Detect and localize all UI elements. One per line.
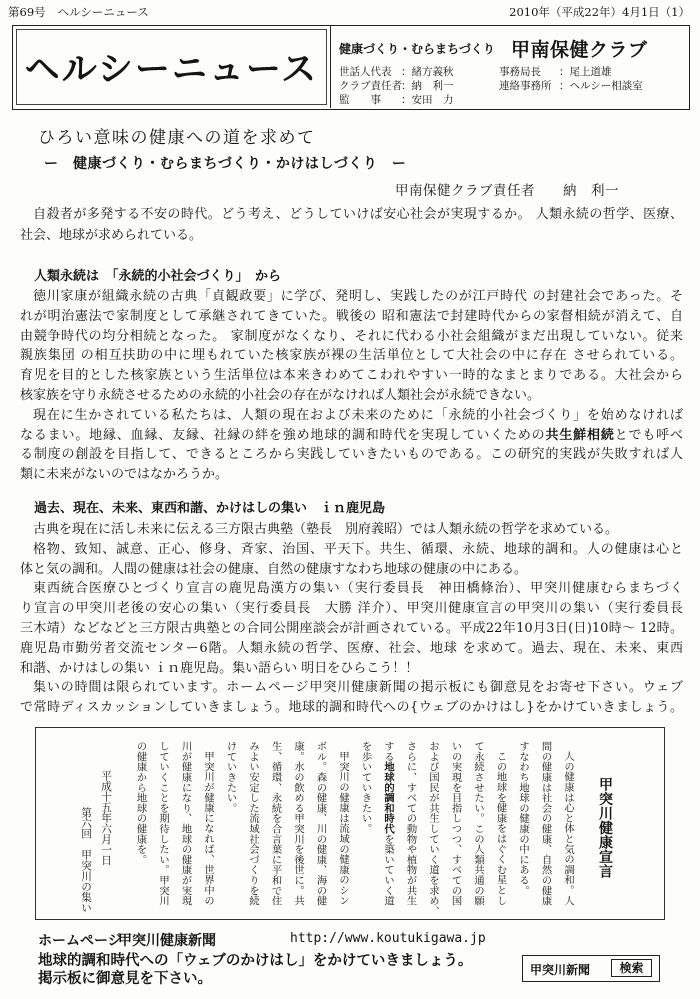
staff-role: クラブ責任者 [339, 80, 402, 92]
staff-role: 連絡事務所 [499, 80, 552, 92]
title-inner-frame [16, 29, 327, 105]
body-text-line [20, 426, 683, 446]
search-term: 甲突川新聞 [530, 963, 591, 977]
paper-name: 甲突川健康新聞 [118, 933, 216, 949]
body-text-line: 由競争時代の均分相続となった。 家制度がなくなり、それに代わる小社会組織がまだ出現していない。従来 [20, 328, 683, 344]
club-slogan: 健康づくり・むらまちづくり [339, 42, 495, 56]
search-button: 検索 [611, 959, 652, 977]
staff-role: 世話人代表 [339, 66, 392, 78]
body-text-line: 格物、致知、誠意、正心、修身、斉家、治国、平天下。共生、循環、永続、地球的調和。人の健康は心と [33, 541, 683, 557]
text-segment: を築いていく道 [382, 833, 394, 906]
declaration-line: 川が健康になり、地球の健康が実現 [179, 741, 192, 906]
emphasis-term: 共生鮮相続 [545, 427, 615, 443]
declaration-line: この地球を健康をはぐくむ星とし [494, 751, 507, 906]
body-text-line: 体と気の調和。人間の健康は社会の健康、自然の健康すなわち地球の健康の中にある。 [20, 561, 528, 577]
body-text-line: 和諧、かけはしの集い ｉｎ鹿児島。集い語らい 明日をひらこう！！ [20, 660, 419, 676]
staff-list-right [499, 65, 643, 93]
declaration-line: 甲突川の健康は流域の健康のシン [337, 751, 349, 906]
body-text-line: 社会、地球が求められている。 [20, 228, 203, 243]
body-text-line: 鹿児島市勤労者交流センター6階。人類永続の哲学、医療、社会、地球 を求めて。過去、現在、未来、東西 [20, 640, 683, 656]
masthead [8, 4, 690, 20]
body-text-line: 古典を現在に活し未来に伝える三方限古典塾（塾長 別府義昭）では人類永続の哲学を求めている。 [33, 522, 619, 537]
body-text-line: 徳川家康が組織永続の古典「貞観政要」に学び、発明し、実践したのが江戸時代 の封建社会であった。そ [33, 289, 683, 304]
club-name: 甲南保健クラブ [511, 39, 648, 61]
homepage-url: http://www.koutukigawa.jp [290, 931, 486, 946]
staff-role: 事務局長 [499, 66, 541, 78]
header-box [12, 25, 690, 110]
declaration-line: いの実現を目指しつつ、すべての国 [449, 741, 462, 906]
body-text-line: 現在に生かされている私たちは、人類の現在および未来のために「永続的小社会づくり」を始めなければ [33, 407, 683, 423]
declaration-line: 康。水の飲める甲突川を後世に。共 [292, 741, 304, 906]
declaration-text [40, 735, 619, 917]
declaration-line: けていきたい。 [224, 741, 237, 814]
article-title: ひろい意味の健康への道を求めて [38, 128, 316, 148]
declaration-line [377, 735, 400, 917]
declaration-date: 平成十五年六月一日 [100, 770, 112, 866]
staff-row [339, 79, 454, 93]
newsletter-name-small: ヘルシーニュース [57, 5, 149, 19]
staff-person: ：安田 力 [401, 94, 454, 106]
homepage-label: ホームページ [38, 933, 122, 949]
intro-paragraph [20, 204, 683, 246]
body-text-line: 自殺者が多発する不安の時代。どう考え、どうしていけば安心社会が実現するか。 人類永続の哲学、医療、 [33, 207, 683, 222]
body-text-line: 集いの時間は限られています。ホームページ甲突川健康新聞の掲示板にも御意見をお寄せ下さい。ウェブ [33, 680, 683, 696]
declaration-line: していくことを期待したい。甲突川 [157, 741, 169, 906]
declaration-line: および国民が共生していく道を求め、 [427, 741, 439, 917]
staff-person: ：ヘルシー相談室 [559, 80, 643, 92]
declaration-line: 甲突川が健康になれば、世界中の [202, 751, 214, 906]
text-segment: する [382, 741, 394, 762]
declaration-line: て永続させたい。この人類共通の願 [472, 741, 484, 906]
issue-date: 2010年（平成22年）4月1日（1） [509, 5, 690, 19]
text-segment: とでも呼べ [614, 427, 683, 443]
footer-request: 掲示板に御意見を下さい。 [38, 971, 212, 987]
footer-message: 地球的調和時代への「ウェブのかけはし」をかけていきましょう。 [38, 953, 473, 969]
body-text-line: 東西統合医療ひとづくり宣言の鹿児島漢方の集い（実行委員長 神田橋條治）、甲突川健康むらまちづく [33, 581, 683, 597]
footer-homepage-line [38, 930, 498, 948]
article-byline: 甲南保健クラブ責任者 納 利一 [395, 183, 619, 199]
declaration-line: ボル。森の健康、川の健康、海の健 [314, 741, 327, 906]
section-body [20, 287, 683, 485]
declaration-line: 間の健康は社会の健康、自然の健康 [539, 741, 552, 906]
search-box-graphic [522, 955, 660, 982]
emphasis-term: 地球的調和時代 [382, 761, 394, 834]
article-subtitle: ー 健康づくり・むらまちづくり・かけはしづくり ー [44, 156, 407, 172]
body-text-line: る制度の創設を目指して、できるところから実践していきたいものである。この研究的実践が失敗すれば人 [20, 447, 683, 463]
staff-person: ：尾上道雄 [559, 66, 612, 78]
body-text-line: り宣言の甲突川老後の安心の集い（実行委員長 大勝 洋介）、甲突川健康宣言の甲突川の集い（実行委員長 [20, 601, 683, 617]
staff-row [339, 65, 454, 79]
body-text-line: 親族集団 の相互扶助の中に埋もれていた核家族が裸の生活単位として大社会の中に存在 させられている。 [20, 348, 683, 364]
title-box [13, 26, 331, 108]
body-text-line: 三木靖）などなどと三方限古典塾との合同公開座談会が計画されている。平成22年10月3日(日)10時〜 12時。 [20, 620, 683, 636]
staff-row [339, 93, 454, 107]
section-heading: 過去、現在、未来、東西和諧、かけはしの集い ｉｎ鹿児島 [34, 501, 386, 516]
issue-number: 第69号 [8, 5, 46, 19]
body-text-line: れが明治憲法で家制度として承継されてきていた。戦後の 昭和憲法で封建時代からの家督相続が消えて、自 [20, 308, 683, 324]
declaration-line: すなわち地球の健康の中にある。 [517, 741, 529, 896]
declaration-line: さらに、すべての動物や植物が共生 [404, 741, 417, 906]
text-segment: なるまい。地縁、血縁、友縁、社縁の絆を強め地球的調和時代を実現していくための [20, 427, 546, 443]
staff-person: ：納 利一 [401, 80, 454, 92]
staff-row [499, 65, 643, 79]
declaration-title: 甲突川健康宣言 [597, 777, 613, 879]
body-text-line: で常時ディスカッションしていきましょう。地球的調和時代への{ウェブのかけはし}をかけていきましょう。 [20, 700, 683, 716]
body-text-line: 核家族を守り永続させるための永続的小社会の存在がなければ人類社会が永続できない。 [20, 387, 541, 403]
staff-role: 監 事 [339, 94, 381, 106]
staff-person: ：緒方義秋 [401, 66, 454, 78]
staff-list-left [339, 65, 454, 107]
declaration-line: 人の健康は心と体と気の調和。人 [562, 751, 574, 906]
section-heading: 人類永続は 「永続的小社会づくり」 から [34, 269, 282, 284]
declaration-line: みよい安定した流域社会づくりを続 [247, 741, 259, 906]
section-body [20, 520, 683, 718]
declaration-line: を歩いていきたい。 [359, 741, 372, 834]
declaration-line: 生、循環、永続を合言葉に平和で住 [269, 741, 282, 906]
masthead-left [8, 4, 149, 20]
declaration-line: の健康から地球の健康を。 [134, 741, 147, 865]
newsletter-title: ヘルシーニュース [24, 50, 319, 90]
staff-row [499, 79, 643, 93]
body-text-line: 育児を目的とした核家族という生活単位は本来きわめてこわれやすい一時的なまとまりである。大社会から [20, 368, 683, 384]
declaration-signature: 第六回 甲突川の集い [80, 807, 92, 913]
body-text-line: 類に未来がないのではなかろうか。 [20, 467, 229, 483]
